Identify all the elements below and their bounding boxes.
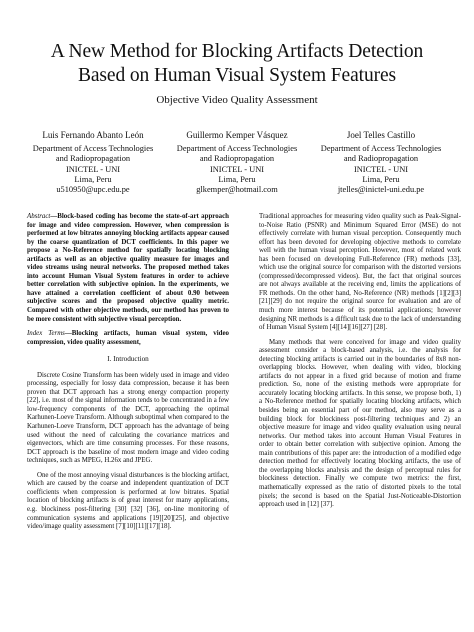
author-email: glkemper@hotmail.com <box>196 185 278 195</box>
author-department: Department of Access Technologies <box>176 144 298 154</box>
author-institution: INICTEL - UNI <box>209 164 265 174</box>
author-city: Lima, Peru <box>218 174 256 184</box>
index-terms <box>27 330 229 347</box>
author-email: u510950@upc.edu.pe <box>56 185 130 195</box>
right-column <box>259 213 461 512</box>
body-paragraph: One of the most annoying visual disturbances is the blocking artifact, which are caused by the coarse and independent quantization of DCT coefficients when compression is performed at low bitrates. Spatial location of blocking artifacts is of great interest for many applications, e.g. blockiness post-filtering [30] [32] [36], on-line monitoring of communication systems and applications [19][20][25], and objective video/image quality assessment [7][10][11][17][18]. <box>27 471 229 531</box>
author-institution: INICTEL - UNI <box>353 164 409 174</box>
author-department-cont: and Radiopropagation <box>343 154 419 164</box>
abstract-text: —Block-based coding has become the state-of-art approach for image and video compression. However, when compression is performed at low bitrates annoying blocking artifacts appear caused by the coarse quantization of DCT coefficients. In this paper we propose a No-Reference method for spatially locating blocking artifacts as well as an objective quality measure for images and video streams using neural networks. The proposed method takes into account Human Visual System features in order to achieve better correlation with subjective opinion. In the experiments, we have attained a correlation coefficient of about 0.90 between subjective scores and the proposed objective quality metric. Compared with other objective methods, our method has proven to be more consistent with subjective visual perception. <box>27 213 229 323</box>
author-name: Guillermo Kemper Vásquez <box>186 130 288 140</box>
author-department: Department of Access Technologies <box>320 144 442 154</box>
author-block-3 <box>306 130 456 195</box>
section-heading-introduction: I. Introduction <box>107 355 149 364</box>
author-block-2 <box>162 130 312 195</box>
index-terms-label: Index Terms <box>27 330 65 338</box>
author-department: Department of Access Technologies <box>32 144 154 154</box>
body-paragraph: Discrete Cosine Transform has been widely used in image and video processing, especially for lossy data compression, because it has been proven that DCT approach has a strong energy compaction property [22], i.e. most of the signal information tends to be concentrated in a few low-frequency components of the DCT, approaching the optimal Karhunen-Loeve Transform. Although suboptimal when compared to the Karhunen-Loeve Transform, DCT approach has the advantage of being used without the need of calculating the covariance matrices and eigenvectors, which are time consuming processes. For these reasons, DCT approach is the baseline of most modern image and video coding techniques, such as MPEG, H.26x and JPEG. <box>27 371 229 465</box>
title-line-2: Based on Human Visual System Features <box>77 65 397 86</box>
body-paragraph: Many methods that were conceived for image and video quality assessment consider a block-based analysis, i.e. the analysis for detecting blocking artifacts is carried out in the boundaries of 8x8 non-overlapping blocks. However, when dealing with video, blocking artifacts do not appear in a fixed grid because of motion and frame prediction. So, none of the existing methods were appropriate for accurately locating blocking artifacts. In this sense, we propose both, 1) a No-Reference method for spatially locating blocking artifacts, which besides being an essential part of our method, also may serve as a building block for blockiness post-filtering techniques and 2) an objective measure for image and video quality evaluation using neural networks. Our method takes into account Human Visual Features in order to obtain better correlation with subjective opinion. Among the main contributions of this paper are: the introduction of a modified edge detection method for effectively locating blocking artifacts, the use of the overlapping blocks analysis and the design of perceptual rules for blockiness detection. Finally we compute two metrics: the first, mathematically expressed as the ratio of distorted pixels to the total pixels; the second is based on the Spatial Just-Noticeable-Distortion approach used in [12] [37]. <box>259 338 461 509</box>
paper-subtitle: Objective Video Quality Assessment <box>156 94 318 106</box>
author-name: Luis Fernando Abanto León <box>42 130 144 140</box>
abstract <box>27 213 229 324</box>
author-email: jtelles@inictel-uni.edu.pe <box>337 185 425 195</box>
author-city: Lima, Peru <box>362 174 400 184</box>
title-line-1: A New Method for Blocking Artifacts Detection <box>50 41 424 62</box>
author-city: Lima, Peru <box>74 174 112 184</box>
author-name: Joel Telles Castillo <box>346 130 416 140</box>
author-block-1 <box>18 130 168 195</box>
left-column <box>27 213 229 534</box>
abstract-label: Abstract <box>27 213 51 220</box>
author-institution: INICTEL - UNI <box>65 164 121 174</box>
author-department-cont: and Radiopropagation <box>55 154 131 164</box>
body-paragraph: Traditional approaches for measuring video quality such as Peak-Signal-to-Noise Ratio (PSNR) and Minimum Squared Error (MSE) do not effectively correlate with human visual perception. Consequently much effort has been devoted for developing objective methods to correlate well with the human visual perception. However, most of related work has been focused on developing Full-Reference (FR) methods [33], which use the original source for comparison with the distorted versions (compressed/decompressed videos). But, the fact that original sources are not always available at the receiving end, limits the applications of FR methods. On the other hand, No-Reference (NR) methods [1][2][3][21][29] do not require the original source for evaluation and are of much more interest because of its potential applications; however designing NR methods is a difficult task due to the lack of understanding of Human Visual System [4][14][16][27] [28]. <box>259 213 461 332</box>
paper-title <box>0 40 474 88</box>
author-department-cont: and Radiopropagation <box>199 154 275 164</box>
index-terms-text: —Blocking artifacts, human visual system, video compression, video quality assessment, <box>27 330 229 346</box>
